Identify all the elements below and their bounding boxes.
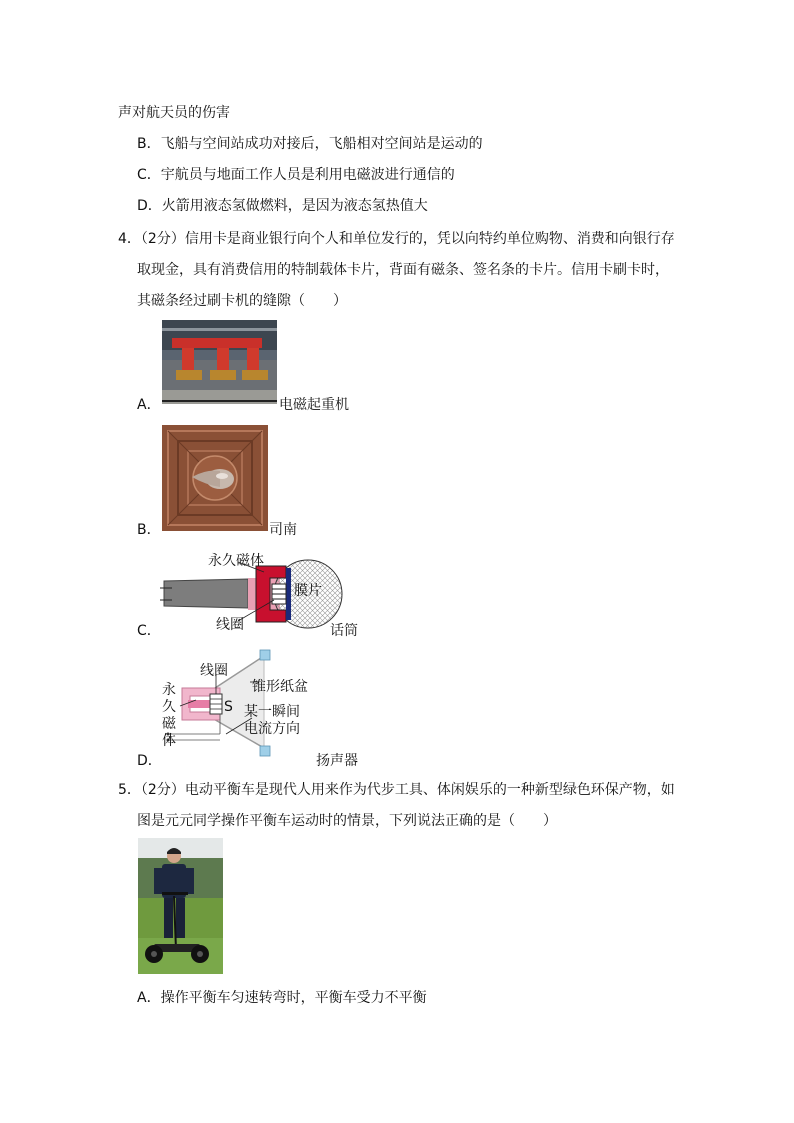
q4-option-d-caption: 扬声器	[316, 753, 358, 769]
q4-option-c-letter: C．	[137, 623, 161, 639]
speaker-label-magnet-1: 永	[162, 682, 176, 698]
q3-option-c: C．宇航员与地面工作人员是利用电磁波进行通信的	[137, 167, 455, 183]
balance-scooter-photo	[138, 838, 223, 974]
speaker-label-magnet-3: 磁	[162, 716, 176, 732]
q4-stem-line-1: 4．（2分）信用卡是商业银行向个人和单位发行的，凭以向特约单位购物、消费和向银行存	[118, 231, 675, 247]
speaker-label-current-2: 电流方向	[244, 721, 300, 737]
q4-option-a-caption: 电磁起重机	[279, 397, 349, 413]
q3-continuation: 声对航天员的伤害	[118, 105, 230, 121]
sinan-compass-photo	[162, 425, 268, 531]
mic-label-membrane: 膜片	[294, 583, 322, 599]
speaker-label-pole: S	[224, 699, 233, 715]
speaker-label-current-1: 某一瞬间	[244, 704, 300, 720]
q4-option-c-caption: 话筒	[330, 623, 358, 639]
q4-stem-line-3: 其磁条经过刷卡机的缝隙（ ）	[137, 293, 347, 309]
q4-stem-line-2: 取现金，具有消费信用的特制载体卡片，背面有磁条、签名条的卡片。信用卡刷卡时，	[137, 262, 669, 278]
q3-option-b: B．飞船与空间站成功对接后，飞船相对空间站是运动的	[137, 136, 483, 152]
q5-option-a: A．操作平衡车匀速转弯时，平衡车受力不平衡	[137, 990, 427, 1006]
q4-option-b-letter: B．	[137, 522, 161, 538]
mic-label-magnet: 永久磁体	[208, 553, 264, 569]
crane-photo	[162, 320, 277, 404]
q5-stem-line-2: 图是元元同学操作平衡车运动时的情景，下列说法正确的是（ ）	[137, 813, 557, 829]
speaker-label-magnet-2: 久	[162, 699, 176, 715]
mic-label-coil: 线圈	[216, 617, 244, 633]
q5-stem-line-1: 5．（2分）电动平衡车是现代人用来作为代步工具、体闲娱乐的一种新型绿色环保产物，如	[118, 782, 675, 798]
q3-option-d: D．火箭用液态氢做燃料，是因为液态氢热值大	[137, 198, 428, 214]
speaker-label-cone: 锥形纸盆	[252, 679, 308, 695]
q4-option-b-caption: 司南	[269, 522, 297, 538]
speaker-label-coil: 线圈	[200, 663, 228, 679]
q4-option-a-letter: A．	[137, 397, 161, 413]
speaker-diagram	[160, 648, 320, 768]
speaker-label-magnet-4: 体	[162, 733, 176, 749]
q4-option-d-letter: D．	[137, 753, 162, 769]
